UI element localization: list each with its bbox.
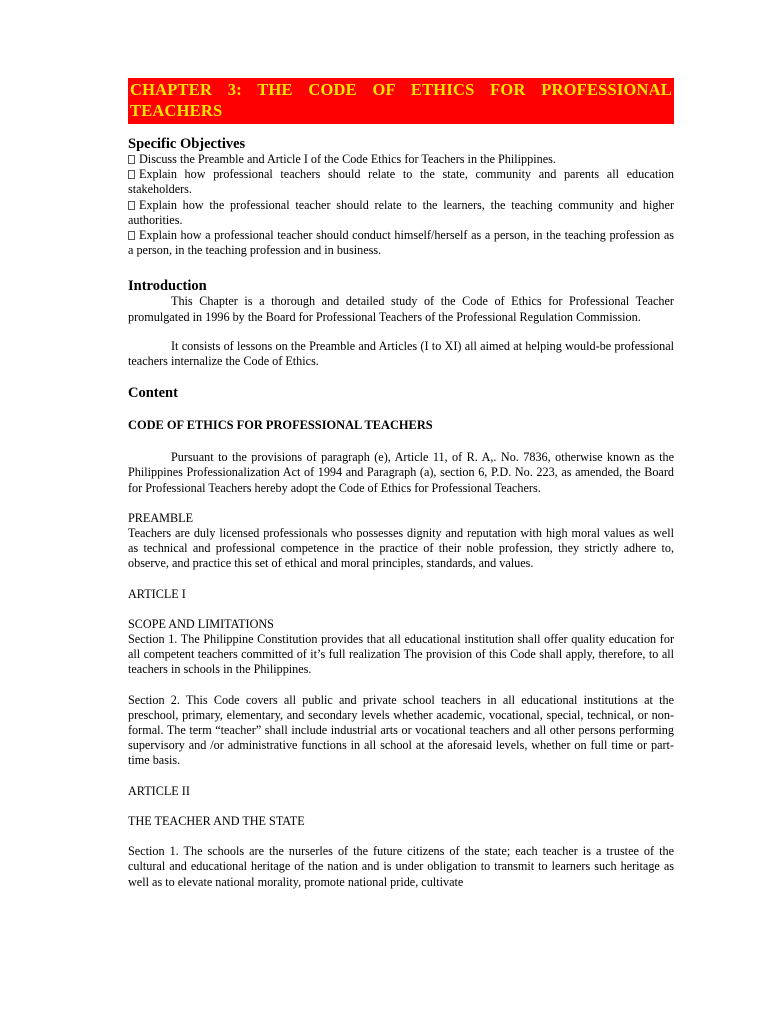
bullet-box-icon [128,155,135,164]
code-title: CODE OF ETHICS FOR PROFESSIONAL TEACHERS [128,418,433,433]
pursuant-paragraph: Pursuant to the provisions of paragraph (e), Article 11, of R. A,. No. 7836, otherwise known as the Philippines Professionalization Act of 1994 and Paragraph (a), section 6, P.D. No. 223, as amended, the Board for Professional Teachers hereby adopt the Code of Ethics for Professional Teachers. [128,450,674,495]
chapter-title-banner: CHAPTER 3: THE CODE OF ETHICS FOR PROFESSIONAL TEACHERS [128,78,674,124]
introduction-heading: Introduction [128,278,207,295]
objectives-heading: Specific Objectives [128,136,246,152]
preamble-paragraph: Teachers are duly licensed professionals who possesses dignity and reputation with high moral values as well as technical and professional competence in the practice of their noble profession, they strictly adhere to, observe, and practice this set of ethical and moral principles, standards, and values. [128,526,674,571]
document-page [128,78,674,890]
article-2-section-1: Section 1. The schools are the nurserles of the future citizens of the state; each teacher is a trustee of the cultural and educational heritage of the nation and is under obligation to transmit to learners such heritage as well as to elevate national morality, promote national pride, cultivate [128,844,674,889]
objective-item: Explain how a professional teacher should conduct himself/herself as a person, in the teaching profession as a person, in the teaching profession and in business. [128,228,674,258]
objective-item: Explain how the professional teacher should relate to the learners, the teaching community and higher authorities. [128,197,674,227]
bullet-box-icon [128,170,135,179]
objective-item: Discuss the Preamble and Article I of the Code Ethics for Teachers in the Philippines. [128,152,674,167]
article-2-title: THE TEACHER AND THE STATE [128,813,305,828]
objective-item: Explain how professional teachers should relate to the state, community and parents all education stakeholders. [128,167,674,197]
article-1-section-1: Section 1. The Philippine Constitution provides that all educational institution shall offer quality education for all competent teachers committed of it’s full realization The provision of this Code shall apply, therefore, to all teachers in schools in the Philippines. [128,632,674,677]
article-1-section-2: Section 2. This Code covers all public and private school teachers in all educational institutions at the preschool, primary, elementary, and secondary levels whether academic, vocational, special, technical, or non-formal. The term “teacher” shall include industrial arts or vocational teachers and all other persons performing supervisory and /or administrative functions in all school at the aforesaid levels, whether on full time or part-time basis. [128,692,674,768]
article-2-heading: ARTICLE II [128,783,190,798]
bullet-box-icon [128,231,135,240]
introduction-paragraph: It consists of lessons on the Preamble and Articles (I to XI) all aimed at helping would-be professional teachers internalize the Code of Ethics. [128,338,674,369]
bullet-box-icon [128,201,135,210]
preamble-heading: PREAMBLE [128,510,194,525]
content-heading: Content [128,385,178,402]
article-1-heading: ARTICLE I [128,586,186,601]
introduction-paragraph: This Chapter is a thorough and detailed study of the Code of Ethics for Professional Teacher promulgated in 1996 by the Board for Professional Teachers of the Professional Regulation Commission. [128,294,674,324]
article-1-title: SCOPE AND LIMITATIONS [128,616,274,631]
